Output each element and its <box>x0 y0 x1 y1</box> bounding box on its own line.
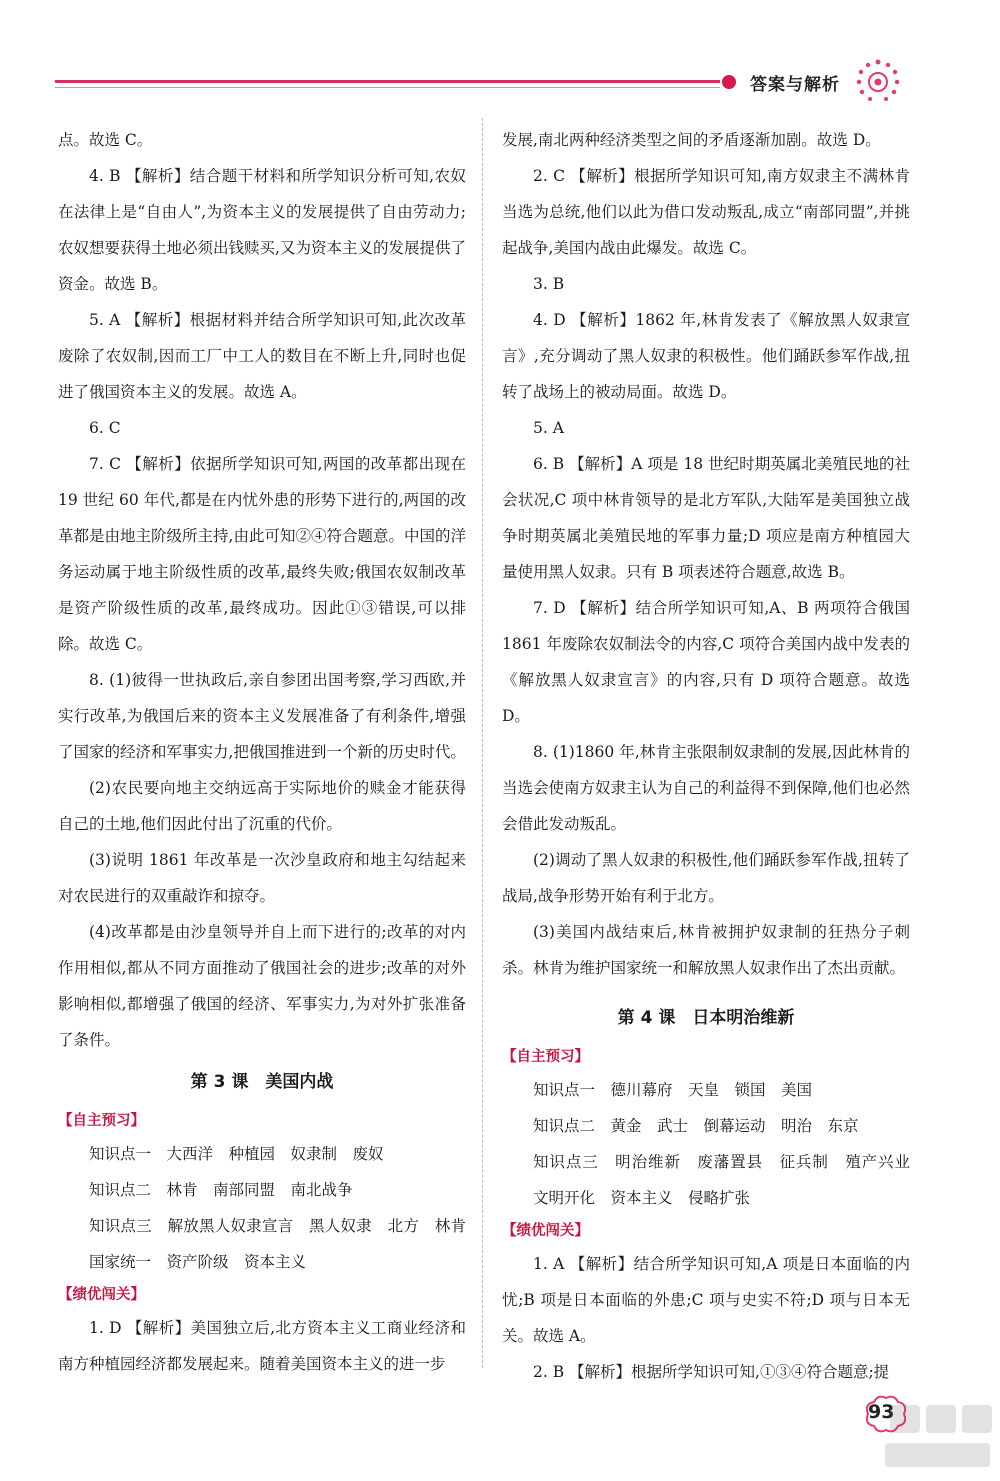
watermark-logo-icon <box>880 1395 995 1475</box>
knowledge-point: 知识点一 大西洋 种植园 奴隶制 废奴 <box>89 1145 384 1163</box>
answer-paragraph: 2. B 【解析】根据所学知识可知,①③④符合题意;提 <box>533 1363 890 1381</box>
header-title: 答案与解析 <box>750 75 840 95</box>
answer-paragraph: (3)美国内战结束后,林肯被拥护奴隶制的狂热分子刺杀。林肯为维护国家统一和解放黑人奴隶作出了杰出贡献。 <box>502 923 910 977</box>
answer-paragraph: 8. (1)1860 年,林肯主张限制奴隶制的发展,因此林肯的当选会使南方奴隶主认为自己的利益得不到保障,他们也必然会借此发动叛乱。 <box>502 743 910 833</box>
flower-decoration-icon <box>855 58 901 104</box>
column-divider <box>482 118 483 1368</box>
section-tag-practice: 【绩优闯关】 <box>502 1223 589 1239</box>
section-tag-preview: 【自主预习】 <box>58 1113 145 1129</box>
section-tag-preview: 【自主预习】 <box>502 1049 589 1065</box>
answer-paragraph: 点。故选 C。 <box>58 131 153 149</box>
section-tag-practice: 【绩优闯关】 <box>58 1287 145 1303</box>
answer-paragraph: 7. D 【解析】结合所学知识可知,A、B 两项符合俄国 1861 年废除农奴制法令的内容,C 项符合美国内战中发表的《解放黑人奴隶宣言》的内容,只有 D 项符合题意。故选 D。 <box>502 599 910 725</box>
answer-paragraph: (3)说明 1861 年改革是一次沙皇政府和地主勾结起来对农民进行的双重敲诈和掠夺。 <box>58 851 466 905</box>
knowledge-point: 知识点一 德川幕府 天皇 锁国 美国 <box>533 1081 813 1099</box>
answer-paragraph: 1. A 【解析】结合所学知识可知,A 项是日本面临的内忧;B 项是日本面临的外患;C 项与史实不符;D 项与日本无关。故选 A。 <box>502 1255 910 1345</box>
answer-paragraph: (2)农民要向地主交纳远高于实际地价的赎金才能获得自己的土地,他们因此付出了沉重的代价。 <box>58 779 466 833</box>
header-dot-icon <box>722 75 736 89</box>
answer-paragraph: 1. D 【解析】美国独立后,北方资本主义工商业经济和南方种植园经济都发展起来。随着美国资本主义的进一步 <box>58 1319 466 1373</box>
lesson-4-title: 第 4 课 日本明治维新 <box>617 1008 795 1028</box>
header-rule-thin <box>55 87 720 88</box>
answer-paragraph: 4. D 【解析】1862 年,林肯发表了《解放黑人奴隶宣言》,充分调动了黑人奴隶的积极性。他们踊跃参军作战,扭转了战场上的被动局面。故选 D。 <box>502 311 910 401</box>
answer-paragraph: (4)改革都是由沙皇领导并自上而下进行的;改革的对内作用相似,都从不同方面推动了俄国社会的进步;改革的对外影响相似,都增强了俄国的经济、军事实力,为对外扩张准备了条件。 <box>58 923 466 1049</box>
answer-paragraph: 4. B 【解析】结合题干材料和所学知识分析可知,农奴在法律上是“自由人”,为资本主义的发展提供了自由劳动力;农奴想要获得土地必须出钱赎买,又为资本主义的发展提供了资金。故选 B。 <box>58 167 466 293</box>
answer-paragraph: 5. A 【解析】根据材料并结合所学知识可知,此次改革废除了农奴制,因而工厂中工人的数目在不断上升,同时也促进了俄国资本主义的发展。故选 A。 <box>58 311 466 401</box>
answer-paragraph: 6. B 【解析】A 项是 18 世纪时期英属北美殖民地的社会状况,C 项中林肯领导的是北方军队,大陆军是美国独立战争时期英属北美殖民地的军事力量;D 项应是南方种植园大量使用黑人奴隶。只有 B 项表述符合题意,故选 B。 <box>502 455 910 581</box>
answer-paragraph: 6. C <box>89 419 121 437</box>
answer-paragraph: 7. C 【解析】依据所学知识可知,两国的改革都出现在 19 世纪 60 年代,都是在内忧外患的形势下进行的,两国的改革都是由地主阶级所主持,由此可知②④符合题意。中国的洋务运动属于地主阶级性质的改革,最终失败;俄国农奴制改革是资产阶级性质的改革,最终成功。因此①③错误,可以排除。故选 C。 <box>58 455 466 653</box>
answer-paragraph: 3. B <box>533 275 565 293</box>
answer-paragraph: 5. A <box>533 419 564 437</box>
knowledge-point: 知识点三 解放黑人奴隶宣言 黑人奴隶 北方 林肯 国家统一 资产阶级 资本主义 <box>89 1217 482 1271</box>
right-column <box>502 122 926 1390</box>
lesson-3-title: 第 3 课 美国内战 <box>190 1072 334 1092</box>
header-rule <box>55 80 720 83</box>
knowledge-point: 知识点二 黄金 武士 倒幕运动 明治 东京 <box>533 1117 859 1135</box>
answer-paragraph: 发展,南北两种经济类型之间的矛盾逐渐加剧。故选 D。 <box>502 131 881 149</box>
answer-paragraph: 2. C 【解析】根据所学知识可知,南方奴隶主不满林肯当选为总统,他们以此为借口发动叛乱,成立“南部同盟”,并挑起战争,美国内战由此爆发。故选 C。 <box>502 167 910 257</box>
page-number: 93 <box>868 1401 895 1423</box>
answer-paragraph: (2)调动了黑人奴隶的积极性,他们踊跃参军作战,扭转了战局,战争形势开始有利于北方。 <box>502 851 910 905</box>
left-column <box>58 122 482 1382</box>
knowledge-point: 知识点二 林肯 南部同盟 南北战争 <box>89 1181 353 1199</box>
answer-paragraph: 8. (1)彼得一世执政后,亲自参团出国考察,学习西欧,并实行改革,为俄国后来的资本主义发展准备了有利条件,增强了国家的经济和军事实力,把俄国推进到一个新的历史时代。 <box>58 671 466 761</box>
knowledge-point: 知识点三 明治维新 废藩置县 征兵制 殖产兴业 文明开化 资本主义 侵略扩张 <box>533 1153 926 1207</box>
